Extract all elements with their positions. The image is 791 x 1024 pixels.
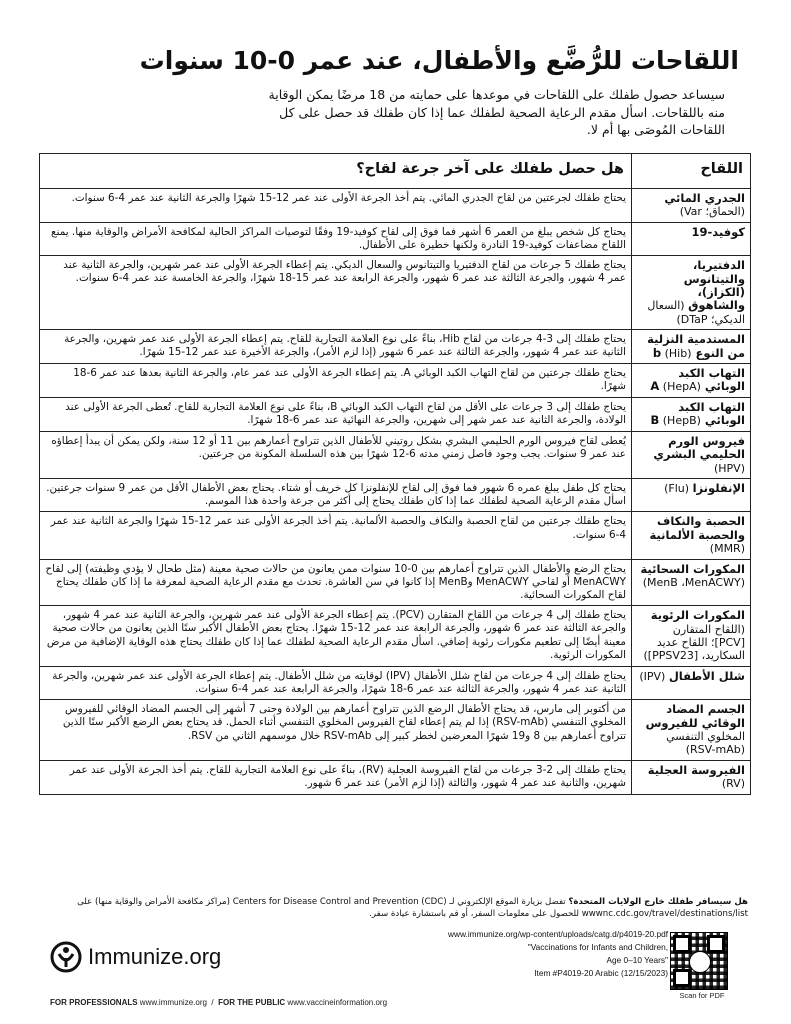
vaccine-abbreviation: (السعال الديكي؛ DTaP) — [647, 299, 745, 326]
table-row — [40, 397, 751, 431]
vaccine-name-cell — [632, 397, 751, 431]
table-row — [40, 760, 751, 794]
qr-code-icon — [670, 932, 728, 990]
vaccine-name-cell — [632, 431, 751, 478]
vaccine-abbreviation: (اللقاح المتقارن [PCV]؛ اللقاح عديد السكاريد، [PPSV23]) — [643, 622, 745, 663]
vaccine-name: الجسم المضاد الوقائي للفيروس — [645, 702, 745, 730]
vaccine-name: الجدري المائي — [664, 191, 745, 205]
vaccine-description: يحتاج طفلك 5 جرعات من لقاح الدفتيريا والتيتانوس والسعال الديكي. يتم إعطاء الجرعة الأولى عند عمر شهرين، والجرعة الثانية عند عمر 4 شهور، والجرعة الثالثة عند عمر 6 شهور، والجرعة الرابعة عند عمر 15-18 شهرًا، والجرعة الخامسة عند عمر 4-6 سنوات. — [40, 256, 632, 330]
meta-doc-title-1: "Vaccinations for Infants and Children, — [527, 942, 668, 952]
vaccine-description: يحتاج كل طفل يبلغ عمره 6 شهور فما فوق إلى لقاح للإنفلونزا كل خريف أو شتاء. يحتاج بعض الأطفال الأقل من عمر 9 سنوات جرعتين. اسأل مقدم الرعاية الصحية لطفلك عما إذا كان طفلك يحتاج إلى أكثر من جرعة واحدة هذا الموسم. — [40, 478, 632, 511]
header-vaccine: اللقاح — [632, 154, 751, 189]
vaccine-name-cell — [632, 478, 751, 511]
vaccine-description: يحتاج طفلك لجرعتين من لقاح الجدري المائي. يتم أخذ الجرعة الأولى عند عمر 12-15 شهرًا والجرعة الثانية عند عمر 4-6 سنوات. — [40, 189, 632, 223]
immunize-logo-icon — [50, 941, 82, 973]
vaccine-name-cell — [632, 364, 751, 398]
vaccine-description: يحتاج طفلك جرعتين من لقاح التهاب الكبد الوبائي A. يتم إعطاء الجرعة الأولى عند عمر عام، والجرعة الثانية بعدها عند عمر 6-18 شهرًا. — [40, 364, 632, 398]
footer-public-label: FOR THE PUBLIC — [218, 998, 286, 1007]
vaccine-abbreviation: (IPV) — [639, 669, 666, 683]
vaccine-abbreviation: (Flu) — [664, 481, 690, 495]
table-row — [40, 512, 751, 559]
page-title: اللقاحات للرُّضَّع والأطفال، عند عمر 0-10 سنوات — [139, 46, 739, 75]
vaccine-name: المستدمية النزلية من النوع b — [647, 332, 745, 360]
vaccine-description: يُعطى لقاح فيروس الورم الحليمي البشري بشكل روتيني للأطفال الذين تتراوح أعمارهم بين 11 أو 12 سنة، ولكن يمكن أن يبدأ إعطاؤه عند عمر 9 سنوات. يجب وجود فاصل زمني مدته 6-12 شهرًا بين هذه السلسلة المكونة من جرعتين. — [40, 431, 632, 478]
vaccine-description: يحتاج طفلك إلى 3 جرعات على الأقل من لقاح التهاب الكبد الوبائي B، بناءً على نوع العلامة التجارية للقاح. تُعطى الجرعة الأولى عند الولادة، والجرعة الثانية عند عمر شهر إلى شهرين، والجرعة النهائية عند عمر 6-18 شهرًا. — [40, 397, 632, 431]
meta-doc-title-2: Age 0–10 Years" — [606, 955, 668, 965]
table-row — [40, 256, 751, 330]
qr-caption: Scan for PDF — [679, 991, 725, 1000]
vaccine-abbreviation: (HepB) — [662, 414, 701, 428]
vaccine-name-cell — [632, 760, 751, 794]
table-row — [40, 364, 751, 398]
meta-item: Item #P4019-20 Arabic (12/15/2023) — [534, 968, 668, 978]
vaccine-name: التهاب الكبد الوبائي B — [650, 399, 745, 428]
vaccine-name: الإنفلونزا — [692, 480, 745, 495]
vaccine-name-cell — [632, 330, 751, 364]
vaccine-name-cell — [632, 700, 751, 761]
vaccine-description: يحتاج طفلك إلى 4 جرعات من لقاح شلل الأطفال (IPV) لوقايته من شلل الأطفال. يتم إعطاء الجرعة الأولى عند عمر شهرين، والجرعة الثانية عند عمر 4 شهور، والجرعة الثالثة عند عمر 6-18 شهرًا، والجرعة الرابعة عند عمر 4-6 سنوات. — [40, 666, 632, 699]
vaccine-abbreviation: (الحماق؛ Var) — [679, 205, 745, 219]
vaccine-description: يحتاج الرضع والأطفال الذين تتراوح أعمارهم بين 0-10 سنوات ممن يعانون من حالات صحية معينة (مثل طحال لا يؤدي وظيفته) إلى لقاح MenACWY أو لقاحي MenACWY وMenB إذا كانوا في سن العاشرة. تحدث مع مقدم الرعاية الصحية لمعرفة ما إذا كان طفلك يحتاج لقاح المكورات السحائية. — [40, 559, 632, 606]
immunize-logo — [50, 937, 250, 977]
vaccine-name: التهاب الكبد الوبائي A — [650, 366, 745, 394]
travel-note-text: تفضل بزيارة الموقع الإلكتروني لـ Centers for Disease Control and Prevention (CDC) (مراكز مكافحة الأمراض والوقاية منها) على wwwnc.cdc.gov/travel/destinations/list للحصول على معلومات السفر، أو قم باستشارة عيادة سفر. — [77, 897, 748, 919]
table-row — [40, 431, 751, 478]
document-meta — [398, 928, 668, 980]
footer-pro-url[interactable]: www.immunize.org — [139, 998, 207, 1007]
footer-pro-label: FOR PROFESSIONALS — [50, 998, 138, 1007]
vaccine-description: يحتاج طفلك إلى 2-3 جرعات من لقاح الفيروسة العجلية (RV)، بناءً على نوع العلامة التجارية للقاح. يتم أخذ الجرعة الأولى عند عمر شهرين، والثانية عند عمر 4 شهور، والثالثة (إذا لزم الأمر) عند عمر 6 شهور. — [40, 760, 632, 794]
table-row — [40, 189, 751, 223]
table-row — [40, 330, 751, 364]
vaccine-abbreviation: (RV) — [721, 777, 745, 791]
vaccine-name: فيروس الورم الحليمي البشري — [653, 433, 745, 462]
footer-links — [50, 998, 470, 1007]
vaccine-name: شلل الأطفال — [668, 668, 745, 683]
table-body — [40, 189, 751, 795]
travel-note — [36, 897, 748, 920]
table-row — [40, 700, 751, 761]
footer-public-url[interactable]: www.vaccineinformation.org — [287, 998, 388, 1007]
vaccine-name-cell — [632, 222, 751, 255]
header-question: هل حصل طفلك على آخر جرعة لقاح؟ — [40, 154, 632, 189]
vaccine-description: من أكتوبر إلى مارس، قد يحتاج الأطفال الرضع الذين تتراوح أعمارهم بين الولادة وحتى 7 أشهر إلى الجسم المضاد الوقائي للفيروس المخلوي التنفسي (RSV-mAb) إذا لم يتم إعطاء لقاح الفيروس المخلوي التنفسي أثناء الحمل. قد يحتاج بعض الرضع الأكبر سنًا الذين تتراوح أعمارهم بين 8 و19 شهرًا المعرضين لخطر كبير إلى RSV-mAb خلال موسمهم الثاني من RSV. — [40, 700, 632, 761]
table-row — [40, 478, 751, 511]
vaccine-description: يحتاج طفلك إلى 3-4 جرعات من لقاح Hib، بناءً على نوع العلامة التجارية للقاح. يتم إعطاء الجرعة الأولى عند عمر شهرين، والجرعة الثانية عند عمر 4 شهور، والجرعة الثالثة عند عمر 6 شهور (إذا لزم الأمر)، والجرعة الأخيرة عند عمر 12-15 شهرًا. — [40, 330, 632, 364]
vaccine-name-cell — [632, 256, 751, 330]
table-row — [40, 559, 751, 606]
footer-separator: / — [211, 998, 214, 1007]
table-row — [40, 666, 751, 699]
vaccine-abbreviation: (Hib) — [664, 346, 692, 360]
vaccine-table — [39, 153, 751, 795]
vaccine-name: الحصبة والنكاف والحصبة الألمانية — [649, 514, 745, 542]
vaccine-name-cell — [632, 666, 751, 699]
table-header-row — [40, 154, 751, 189]
intro-paragraph: سيساعد حصول طفلك على اللقاحات في موعدها على حمايته من 18 مرضًا يمكن الوقاية منه باللقاحات. اسأل مقدم الرعاية الصحية لطفلك عما إذا كان طفلك قد حصل على كل اللقاحات المُوصَى بها أم لا. — [268, 87, 725, 137]
vaccine-description: يحتاج كل شخص يبلغ من العمر 6 أشهر فما فوق إلى لقاح كوفيد-19 وفقًا لتوصيات المراكز الحالية لمكافحة الأمراض والوقاية منها. يمنع اللقاح مضاعفات كوفيد-19 النادرة ولكنها خطيرة على الأطفال. — [40, 222, 632, 255]
vaccine-name-cell — [632, 606, 751, 667]
vaccine-name-cell — [632, 189, 751, 223]
vaccine-name-cell — [632, 512, 751, 559]
vaccine-name: كوفيد-19 — [691, 224, 745, 239]
vaccine-name: الفيروسة العجلية — [647, 762, 745, 777]
travel-note-question: هل سيسافر طفلك خارج الولايات المتحدة؟ — [568, 897, 748, 907]
vaccine-abbreviation: المخلوي التنفسي (RSV-mAb) — [666, 729, 745, 757]
vaccine-description: يحتاج طفلك جرعتين من لقاح الحصبة والنكاف والحصبة الألمانية. يتم أخذ الجرعة الأولى عند عمر 12-15 شهرًا والجرعة الثانية عند عمر 4-6 سنوات. — [40, 512, 632, 559]
vaccine-abbreviation: (HepA) — [662, 380, 701, 394]
vaccine-abbreviation: (MenB ،MenACWY) — [642, 575, 745, 589]
vaccine-abbreviation: (MMR) — [709, 542, 745, 556]
vaccine-abbreviation: (HPV) — [713, 461, 745, 475]
vaccine-name-cell — [632, 559, 751, 606]
meta-url[interactable]: www.immunize.org/wp-content/uploads/catg.d/p4019-20.pdf — [448, 929, 668, 939]
table-row — [40, 222, 751, 255]
vaccine-name: المكورات الرئوية — [650, 608, 745, 623]
vaccine-name: المكورات السحائية — [640, 561, 745, 576]
table-row — [40, 606, 751, 667]
vaccine-description: يحتاج طفلك إلى 4 جرعات من اللقاح المتقارن (PCV). يتم إعطاء الجرعة الأولى عند عمر شهرين، والجرعة الثانية عند عمر 4 شهور، والجرعة الثالثة عند عمر 6 شهور، والجرعة الرابعة عند عمر 12-15 شهرًا. يحتاج بعض الأطفال الأكبر سنًا الذين يعانون من حالات صحية معينة أيضًا إلى تطعيم مكورات رئوية إضافي. اسأل مقدم الرعاية الصحية لطفلك عما إذا كان طفلك يحتاج هذه الوقاية الإضافية من مرض المكورات الرئوية. — [40, 606, 632, 667]
vaccine-name: الدفتيريا، والتيتانوس (الكزاز)، والشاهوق — [683, 258, 745, 313]
logo-text: Immunize.org — [88, 944, 222, 969]
